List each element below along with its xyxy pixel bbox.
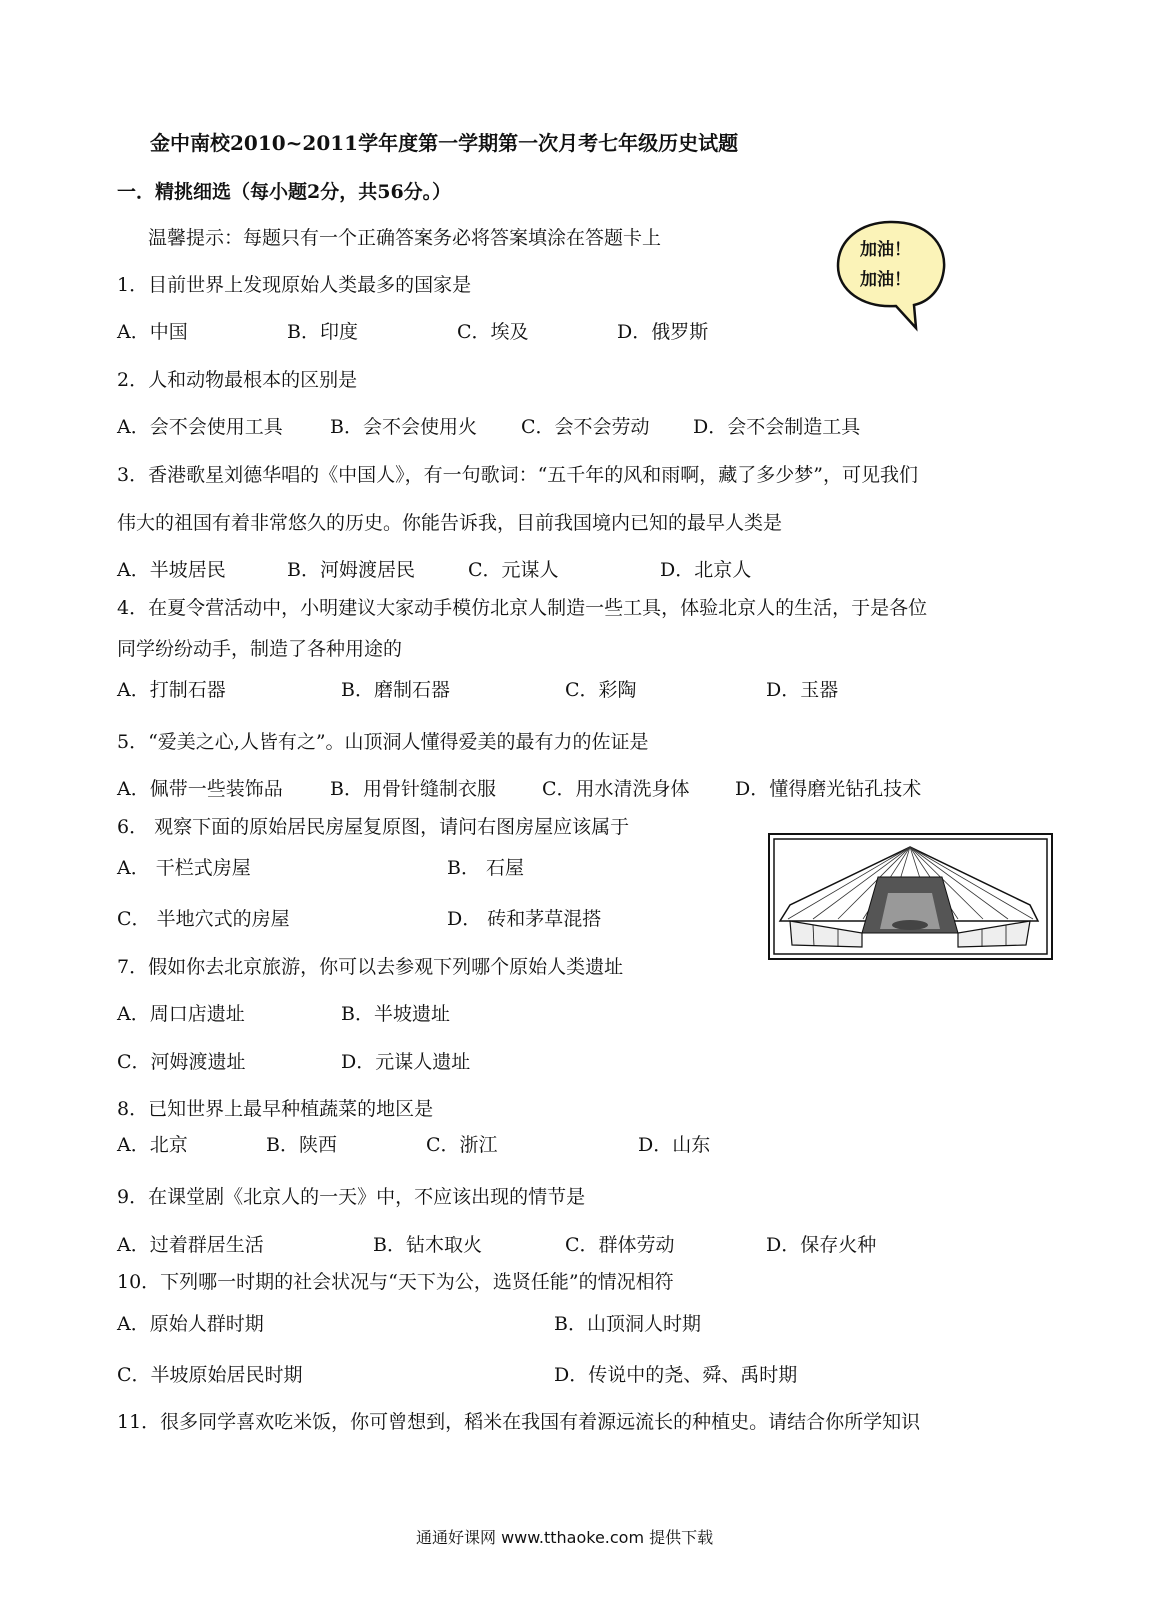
q1-option-d: D．俄罗斯 xyxy=(617,321,709,343)
q4-stem-line-1: 4．在夏令营活动中，小明建议大家动手模仿北京人制造一些工具，体验北京人的生活，于是各位 xyxy=(117,597,928,619)
q1-option-c: C．埃及 xyxy=(457,321,529,343)
q7-stem: 7．假如你去北京旅游，你可以去参观下列哪个原始人类遗址 xyxy=(117,956,624,978)
q5-option-d: D．懂得磨光钻孔技术 xyxy=(735,778,922,800)
q7-option-c: C．河姆渡遗址 xyxy=(117,1051,246,1073)
q1-stem: 1．目前世界上发现原始人类最多的国家是 xyxy=(117,274,472,296)
q9-stem: 9．在课堂剧《北京人的一天》中，不应该出现的情节是 xyxy=(117,1186,586,1208)
q7-option-a: A．周口店遗址 xyxy=(117,1003,245,1025)
q2-stem: 2．人和动物最根本的区别是 xyxy=(117,369,358,391)
q9-option-b: B．钻木取火 xyxy=(373,1234,482,1256)
q4-stem-line-2: 同学纷纷动手，制造了各种用途的 xyxy=(117,638,403,660)
q6-option-d: D． 砖和茅草混搭 xyxy=(447,908,602,930)
q4-option-d: D．玉器 xyxy=(766,679,839,701)
q8-option-a: A．北京 xyxy=(117,1134,188,1156)
primitive-hut-illustration xyxy=(768,833,1053,960)
q8-option-d: D．山东 xyxy=(638,1134,711,1156)
bubble-line-2: 加油！ xyxy=(860,270,911,290)
q9-option-d: D．保存火种 xyxy=(766,1234,877,1256)
q11-stem: 11．很多同学喜欢吃米饭，你可曾想到，稻米在我国有着源远流长的种植史。请结合你所学知识 xyxy=(117,1411,921,1433)
q8-option-b: B．陕西 xyxy=(266,1134,337,1156)
q10-option-b: B．山顶洞人时期 xyxy=(554,1313,701,1335)
q9-option-a: A．过着群居生活 xyxy=(117,1234,264,1256)
tip-text: 温馨提示：每题只有一个正确答案务必将答案填涂在答题卡上 xyxy=(148,227,662,249)
q2-option-b: B．会不会使用火 xyxy=(330,416,477,438)
q5-option-a: A．佩带一些装饰品 xyxy=(117,778,283,800)
q6-option-c: C． 半地穴式的房屋 xyxy=(117,908,290,930)
q4-option-b: B．磨制石器 xyxy=(341,679,450,701)
q3-stem-line-1: 3．香港歌星刘德华唱的《中国人》，有一句歌词：“五千年的风和雨啊，藏了多少梦”，可见我们 xyxy=(117,464,919,486)
q2-option-a: A．会不会使用工具 xyxy=(117,416,283,438)
q1-option-a: A．中国 xyxy=(117,321,188,343)
q5-option-c: C．用水清洗身体 xyxy=(542,778,690,800)
q2-option-c: C．会不会劳动 xyxy=(521,416,650,438)
q10-option-a: A．原始人群时期 xyxy=(117,1313,264,1335)
q6-option-b: B． 石屋 xyxy=(447,857,525,879)
q9-option-c: C．群体劳动 xyxy=(565,1234,675,1256)
q7-option-d: D．元谋人遗址 xyxy=(341,1051,471,1073)
q7-option-b: B．半坡遗址 xyxy=(341,1003,450,1025)
page-title: 金中南校2010~2011学年度第一学期第一次月考七年级历史试题 xyxy=(150,131,739,155)
q6-stem: 6． 观察下面的原始居民房屋复原图，请问右图房屋应该属于 xyxy=(117,816,630,838)
q8-option-c: C．浙江 xyxy=(426,1134,498,1156)
q5-option-b: B．用骨针缝制衣服 xyxy=(330,778,496,800)
q3-stem-line-2: 伟大的祖国有着非常悠久的历史。你能告诉我，目前我国境内已知的最早人类是 xyxy=(117,512,783,534)
q1-option-b: B．印度 xyxy=(287,321,358,343)
page-footer: 通通好课网 www.tthaoke.com 提供下载 xyxy=(416,1528,714,1547)
q3-option-c: C．元谋人 xyxy=(468,559,559,581)
q3-option-b: B．河姆渡居民 xyxy=(287,559,415,581)
section-heading: 一．精挑细选（每小题2分，共56分。） xyxy=(117,181,452,203)
q4-option-a: A．打制石器 xyxy=(117,679,226,701)
q5-stem: 5．“爱美之心,人皆有之”。山顶洞人懂得爱美的最有力的佐证是 xyxy=(117,731,649,753)
q3-option-d: D．北京人 xyxy=(660,559,752,581)
q8-stem: 8．已知世界上最早种植蔬菜的地区是 xyxy=(117,1098,434,1120)
bubble-line-1: 加油！ xyxy=(860,240,911,260)
q3-option-a: A．半坡居民 xyxy=(117,559,226,581)
q6-option-a: A． 干栏式房屋 xyxy=(117,857,251,879)
q10-stem: 10．下列哪一时期的社会状况与“天下为公，选贤任能”的情况相符 xyxy=(117,1271,674,1293)
q10-option-c: C．半坡原始居民时期 xyxy=(117,1364,303,1386)
q4-option-c: C．彩陶 xyxy=(565,679,637,701)
q2-option-d: D．会不会制造工具 xyxy=(693,416,861,438)
q10-option-d: D．传说中的尧、舜、禹时期 xyxy=(554,1364,798,1386)
